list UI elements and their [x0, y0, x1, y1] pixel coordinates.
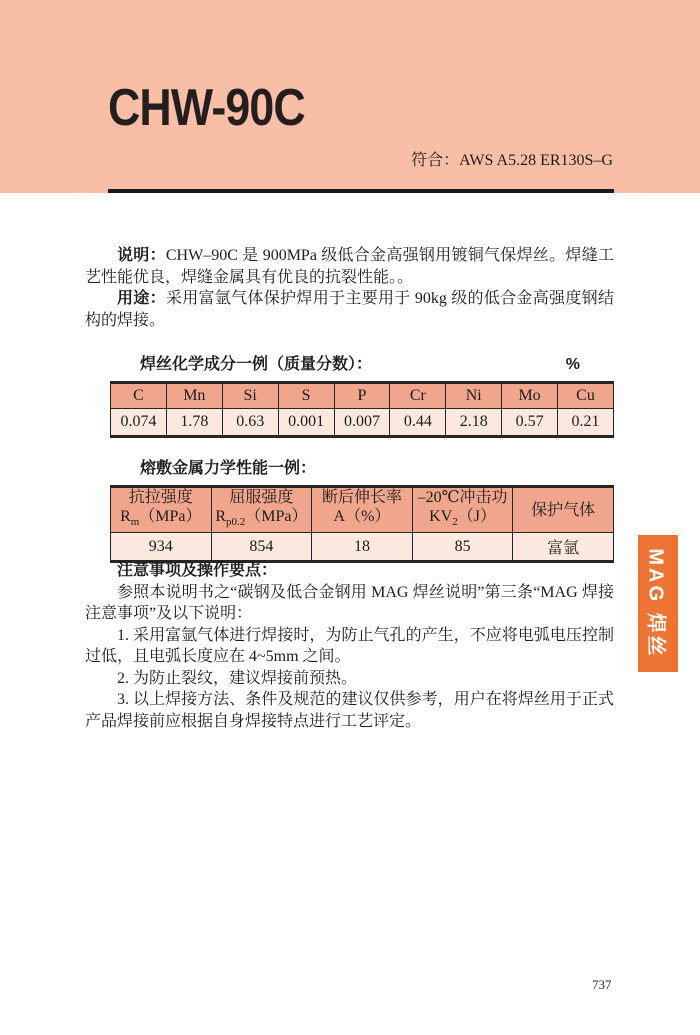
column-header: Mn	[166, 383, 222, 409]
table-value-row	[111, 533, 614, 562]
symbol-main: KV	[429, 508, 453, 525]
notes-section	[85, 560, 614, 732]
column-header: C	[111, 383, 167, 409]
symbol-main: R	[120, 508, 131, 525]
column-header: S	[278, 383, 334, 409]
header-divider-rule	[108, 189, 614, 193]
cell-value: 934	[111, 533, 212, 562]
property-name: 保护气体	[531, 501, 596, 519]
page-number: 737	[592, 977, 612, 992]
property-symbol	[113, 507, 209, 532]
chemical-table-title: 焊丝化学成分一例（质量分数）：	[140, 356, 373, 373]
property-name: 抗拉强度	[128, 489, 193, 506]
cell-value: 0.21	[558, 409, 614, 437]
symbol-subscript: m	[130, 516, 140, 529]
mechanical-properties-section	[110, 455, 614, 563]
notes-item-3: 3. 以上焊接方法、条件及规范的建议仅供参考，用户在将焊丝用于正式产品焊接前应根据自身焊接特点进行工艺评定。	[85, 691, 614, 730]
column-header	[312, 487, 413, 533]
category-side-tab	[638, 535, 678, 672]
cell-value: 0.63	[222, 409, 278, 437]
column-header: P	[334, 383, 390, 409]
column-header	[111, 487, 212, 533]
description-text: CHW–90C 是 900MPa 级低合金高强钢用镀铜气保焊丝。焊缝工艺性能优良，焊缝金属具有优良的抗裂性能。。	[85, 247, 614, 286]
column-header	[412, 487, 513, 533]
page-header	[0, 0, 700, 193]
mechanical-table-title: 熔敷金属力学性能一例：	[140, 460, 317, 477]
column-header: Cu	[558, 383, 614, 409]
usage-paragraph	[85, 288, 614, 331]
chemical-composition-section	[110, 351, 614, 438]
property-name: –20℃冲击功	[417, 489, 508, 506]
usage-label: 用途：	[117, 290, 166, 307]
property-name: 断后伸长率	[321, 489, 402, 506]
notes-heading: 注意事项及操作要点：	[117, 562, 278, 579]
column-header: Mo	[502, 383, 558, 409]
category-side-tab-label: MAG 焊丝	[644, 548, 667, 659]
property-name: 屈服强度	[229, 489, 294, 506]
cell-value: 1.78	[166, 409, 222, 437]
chemical-table-title-row	[110, 351, 614, 374]
description-label: 说明：	[117, 247, 166, 264]
symbol-unit: （%）	[345, 508, 391, 525]
column-header: Cr	[390, 383, 446, 409]
notes-item-2: 2. 为防止裂纹，建议焊接前预热。	[117, 669, 358, 687]
cell-value: 0.57	[502, 409, 558, 437]
cell-value: 2.18	[446, 409, 502, 437]
usage-text: 采用富氩气体保护焊用于主要用于 90kg 级的低合金高强度钢结构的焊接。	[85, 290, 614, 329]
symbol-unit: （MPa）	[245, 508, 308, 525]
column-header	[211, 487, 312, 533]
mechanical-properties-table	[110, 485, 614, 563]
cell-value: 0.074	[111, 409, 167, 437]
symbol-unit: （MPa）	[139, 508, 202, 525]
property-symbol	[314, 507, 410, 532]
table-header-row	[111, 487, 614, 533]
chemical-table-unit: %	[565, 356, 580, 373]
notes-item-1: 1. 采用富氩气体进行焊接时，为防止气孔的产生，不应将电弧电压控制过低，且电弧长度应在 4~5mm 之间。	[85, 626, 614, 665]
table-header-row	[111, 383, 614, 409]
symbol-main: R	[215, 508, 226, 525]
symbol-subscript: 2	[452, 516, 458, 529]
cell-value: 85	[412, 533, 513, 562]
column-header: Ni	[446, 383, 502, 409]
description-paragraph	[85, 245, 614, 288]
cell-value: 0.007	[334, 409, 390, 437]
symbol-main: A	[333, 508, 346, 525]
column-header: Si	[222, 383, 278, 409]
cell-value: 0.001	[278, 409, 334, 437]
cell-value: 854	[211, 533, 312, 562]
cell-value: 18	[312, 533, 413, 562]
chemical-composition-table	[110, 381, 614, 438]
intro-section	[85, 245, 614, 331]
notes-reference-paragraph: 参照本说明书之“碳钢及低合金钢用 MAG 焊丝说明”第三条“MAG 焊接注意事项”及以下说明：	[85, 583, 614, 622]
table-value-row	[111, 409, 614, 437]
product-title: CHW-90C	[108, 79, 305, 137]
cell-value: 富氩	[513, 533, 614, 562]
symbol-unit: （J）	[457, 508, 496, 525]
mechanical-table-title-row	[110, 455, 614, 478]
property-symbol	[415, 507, 511, 532]
cell-value: 0.44	[390, 409, 446, 437]
symbol-subscript: p0.2	[225, 516, 246, 529]
standard-compliance-text: 符合：AWS A5.28 ER130S–G	[411, 152, 613, 169]
property-symbol	[214, 507, 310, 532]
column-header	[513, 487, 614, 533]
